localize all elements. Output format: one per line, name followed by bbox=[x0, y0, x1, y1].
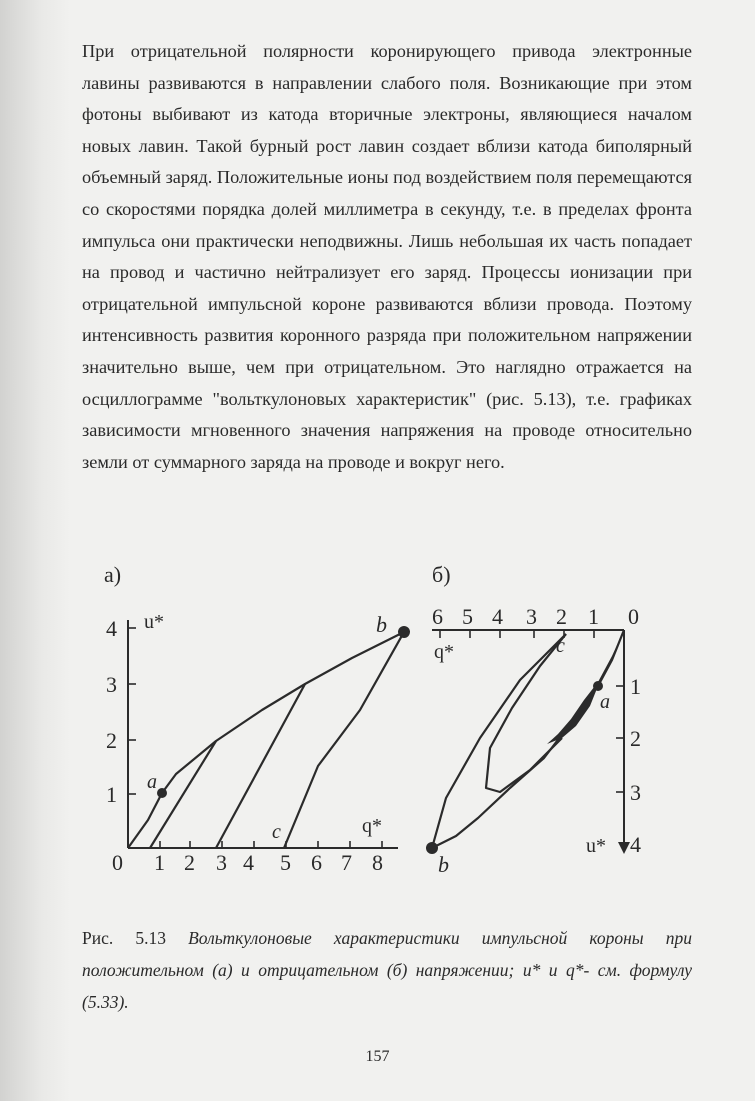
panel-a-y-tick-label: 3 bbox=[106, 672, 117, 697]
panel-b-label: б) bbox=[432, 562, 451, 587]
panel-b-y-axis-arrow bbox=[618, 842, 630, 854]
panel-a-x-tick-label: 6 bbox=[311, 850, 322, 875]
panel-a-point-a bbox=[157, 788, 167, 798]
panel-b-x-tick-label: 4 bbox=[492, 604, 503, 629]
panel-b-loop-line bbox=[432, 634, 566, 848]
panel-b-y-axis-label: u* bbox=[586, 835, 606, 857]
panel-b-point-a-label: a bbox=[600, 691, 610, 713]
panel-a-y-tick-label: 2 bbox=[106, 728, 117, 753]
panel-b-x-axis-label: q* bbox=[434, 641, 454, 663]
page-number: 157 bbox=[365, 1048, 390, 1065]
panel-a-y-tick-label: 1 bbox=[106, 782, 117, 807]
figure-caption bbox=[82, 922, 692, 1018]
caption-text: Вольткулоновые характеристики импульсной короны при положительном (а) и отрицательном (б) напряжении; u* и q*- см. формулу (5.33). bbox=[82, 928, 693, 1012]
caption-prefix: Рис. 5.13 bbox=[82, 928, 166, 948]
panel-a-x-tick-label: 2 bbox=[184, 850, 195, 875]
panel-b-x-tick-label: 2 bbox=[556, 604, 567, 629]
panel-a-point-a-label: a bbox=[147, 771, 157, 793]
panel-b-point-a bbox=[593, 681, 603, 691]
panel-b-envelope-curve bbox=[432, 630, 624, 848]
panel-a-x-tick-label: 7 bbox=[341, 850, 352, 875]
panel-a-x-tick-label: 3 bbox=[216, 850, 227, 875]
panel-b-y-tick-label: 4 bbox=[630, 832, 641, 857]
panel-a-x-tick-label: 5 bbox=[280, 850, 291, 875]
panel-a-x-tick-label: 8 bbox=[372, 850, 383, 875]
panel-b-y-tick-label: 1 bbox=[630, 674, 641, 699]
panel-a-x-tick-label: 0 bbox=[112, 850, 123, 875]
panel-a-label: а) bbox=[104, 562, 122, 587]
panel-b-x-tick-label: 6 bbox=[432, 604, 443, 629]
panel-a-return-curve bbox=[284, 632, 404, 848]
panel-a-point-b bbox=[398, 626, 410, 638]
panel-b-y-tick-label: 2 bbox=[630, 726, 641, 751]
panel-b-x-tick-label: 3 bbox=[526, 604, 537, 629]
panel-b-point-b bbox=[426, 842, 438, 854]
panel-a-loop-line bbox=[216, 684, 305, 848]
body-paragraph: При отрицательной полярности коронирующего привода электронные лавины развиваются в направлении слабого поля. Возникающие при этом фотоны выбивают из катода вторичные электроны, являющиеся началом новых лавин. Такой бурный рост лавин создает вблизи катода биполярный объемный заряд. Положительные ионы под воздействием поля перемещаются со скоростями порядка долей миллиметра в секунду, т.е. в пределах фронта импульса они практически неподвижны. Лишь небольшая их часть попадает на провод и частично нейтрализует его заряд. Процессы ионизации при отрицательной импульсной короне развиваются вблизи провода. Поэтому интенсивность развития коронного разряда при положительном напряжении значительно выше, чем при отрицательном. Это наглядно отражается на осциллограмме "вольткулоновых характеристик" (рис. 5.13), т.е. графиках зависимости мгновенного значения напряжения на проводе относительно земли от суммарного заряда на проводе и вокруг него. bbox=[82, 41, 692, 472]
panel-a-x-axis-label: q* bbox=[362, 815, 382, 837]
panel-a-point-c-label: c bbox=[272, 821, 281, 843]
panel-a-x-tick-label: 1 bbox=[154, 850, 165, 875]
figure-5-13 bbox=[0, 548, 755, 918]
volt-coulomb-diagram bbox=[0, 548, 755, 918]
panel-b-x-tick-label: 5 bbox=[462, 604, 473, 629]
panel-b-y-tick-label: 3 bbox=[630, 780, 641, 805]
panel-b-x-tick-label: 1 bbox=[588, 604, 599, 629]
panel-b-point-c-label: c bbox=[556, 635, 565, 657]
panel-b-x-tick-label: 0 bbox=[628, 604, 639, 629]
panel-b-point-b-label: b bbox=[438, 852, 449, 877]
panel-a-y-tick-label: 4 bbox=[106, 616, 117, 641]
panel-a-y-axis-label: u* bbox=[144, 611, 164, 633]
panel-a-point-b-label: b bbox=[376, 612, 387, 637]
panel-a-x-tick-label: 4 bbox=[243, 850, 254, 875]
